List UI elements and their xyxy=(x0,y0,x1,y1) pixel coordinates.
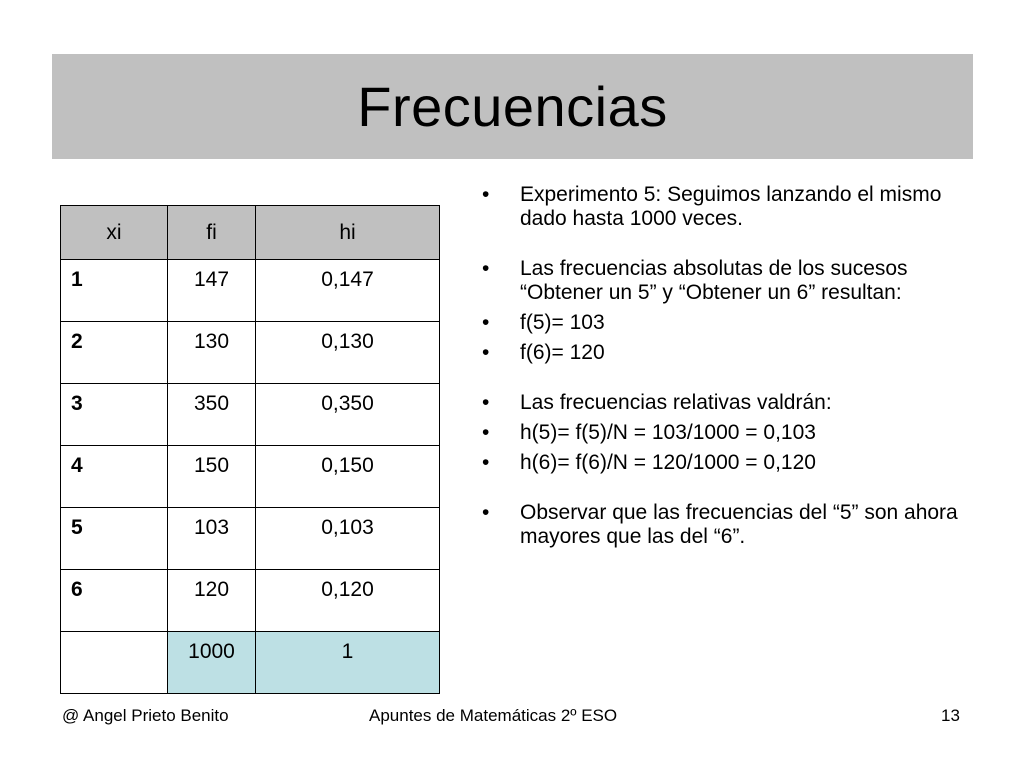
cell-hi: 0,103 xyxy=(256,508,440,570)
cell-fi: 147 xyxy=(168,260,256,322)
list-item xyxy=(478,421,978,445)
frequency-table xyxy=(60,205,440,694)
table-total-row xyxy=(61,632,440,694)
bullet-text: Las frecuencias relativas valdrán: xyxy=(520,391,832,414)
bullet-text: Observar que las frecuencias del “5” son ahora mayores que las del “6”. xyxy=(520,501,958,548)
cell-hi: 0,147 xyxy=(256,260,440,322)
table-row xyxy=(61,508,440,570)
cell-hi: 0,130 xyxy=(256,322,440,384)
bullet-icon: • xyxy=(482,391,490,414)
cell-xi: 1 xyxy=(61,260,168,322)
total-hi: 1 xyxy=(256,632,440,694)
bullet-icon: • xyxy=(482,183,490,206)
cell-xi: 6 xyxy=(61,570,168,632)
list-item xyxy=(478,451,978,475)
bullet-icon: • xyxy=(482,257,490,280)
cell-xi: 4 xyxy=(61,446,168,508)
header-hi: hi xyxy=(256,206,440,260)
cell-fi: 120 xyxy=(168,570,256,632)
bullet-icon: • xyxy=(482,451,490,474)
total-fi: 1000 xyxy=(168,632,256,694)
cell-hi: 0,150 xyxy=(256,446,440,508)
cell-hi: 0,120 xyxy=(256,570,440,632)
total-xi xyxy=(61,632,168,694)
slide-title: Frecuencias xyxy=(357,75,668,138)
cell-xi: 5 xyxy=(61,508,168,570)
list-item xyxy=(478,311,978,335)
cell-fi: 150 xyxy=(168,446,256,508)
title-banner xyxy=(52,54,973,159)
cell-xi: 2 xyxy=(61,322,168,384)
footer-course: Apuntes de Matemáticas 2º ESO xyxy=(369,706,618,725)
bullet-text: h(6)= f(6)/N = 120/1000 = 0,120 xyxy=(520,451,816,474)
cell-fi: 350 xyxy=(168,384,256,446)
list-item xyxy=(478,341,978,365)
cell-fi: 103 xyxy=(168,508,256,570)
header-fi: fi xyxy=(168,206,256,260)
list-item xyxy=(478,501,978,549)
cell-hi: 0,350 xyxy=(256,384,440,446)
bullet-text: h(5)= f(5)/N = 103/1000 = 0,103 xyxy=(520,421,816,444)
table-header-row xyxy=(61,206,440,260)
bullet-text: f(6)= 120 xyxy=(520,341,605,364)
bullet-icon: • xyxy=(482,421,490,444)
header-xi: xi xyxy=(61,206,168,260)
list-item xyxy=(478,391,978,415)
table-row xyxy=(61,446,440,508)
table-row xyxy=(61,260,440,322)
bullet-icon: • xyxy=(482,501,490,524)
table-row xyxy=(61,384,440,446)
bullet-icon: • xyxy=(482,341,490,364)
bullet-list xyxy=(478,183,978,549)
bullet-text: f(5)= 103 xyxy=(520,311,605,334)
bullet-text: Las frecuencias absolutas de los sucesos “Obtener un 5” y “Obtener un 6” resultan: xyxy=(520,257,908,304)
cell-xi: 3 xyxy=(61,384,168,446)
bullet-icon: • xyxy=(482,311,490,334)
table-row xyxy=(61,570,440,632)
table-row xyxy=(61,322,440,384)
cell-fi: 130 xyxy=(168,322,256,384)
list-item xyxy=(478,183,978,231)
bullet-text: Experimento 5: Seguimos lanzando el mismo dado hasta 1000 veces. xyxy=(520,183,942,230)
footer-page-number: 13 xyxy=(941,706,960,725)
list-item xyxy=(478,257,978,305)
footer-author: @ Angel Prieto Benito xyxy=(62,706,229,725)
